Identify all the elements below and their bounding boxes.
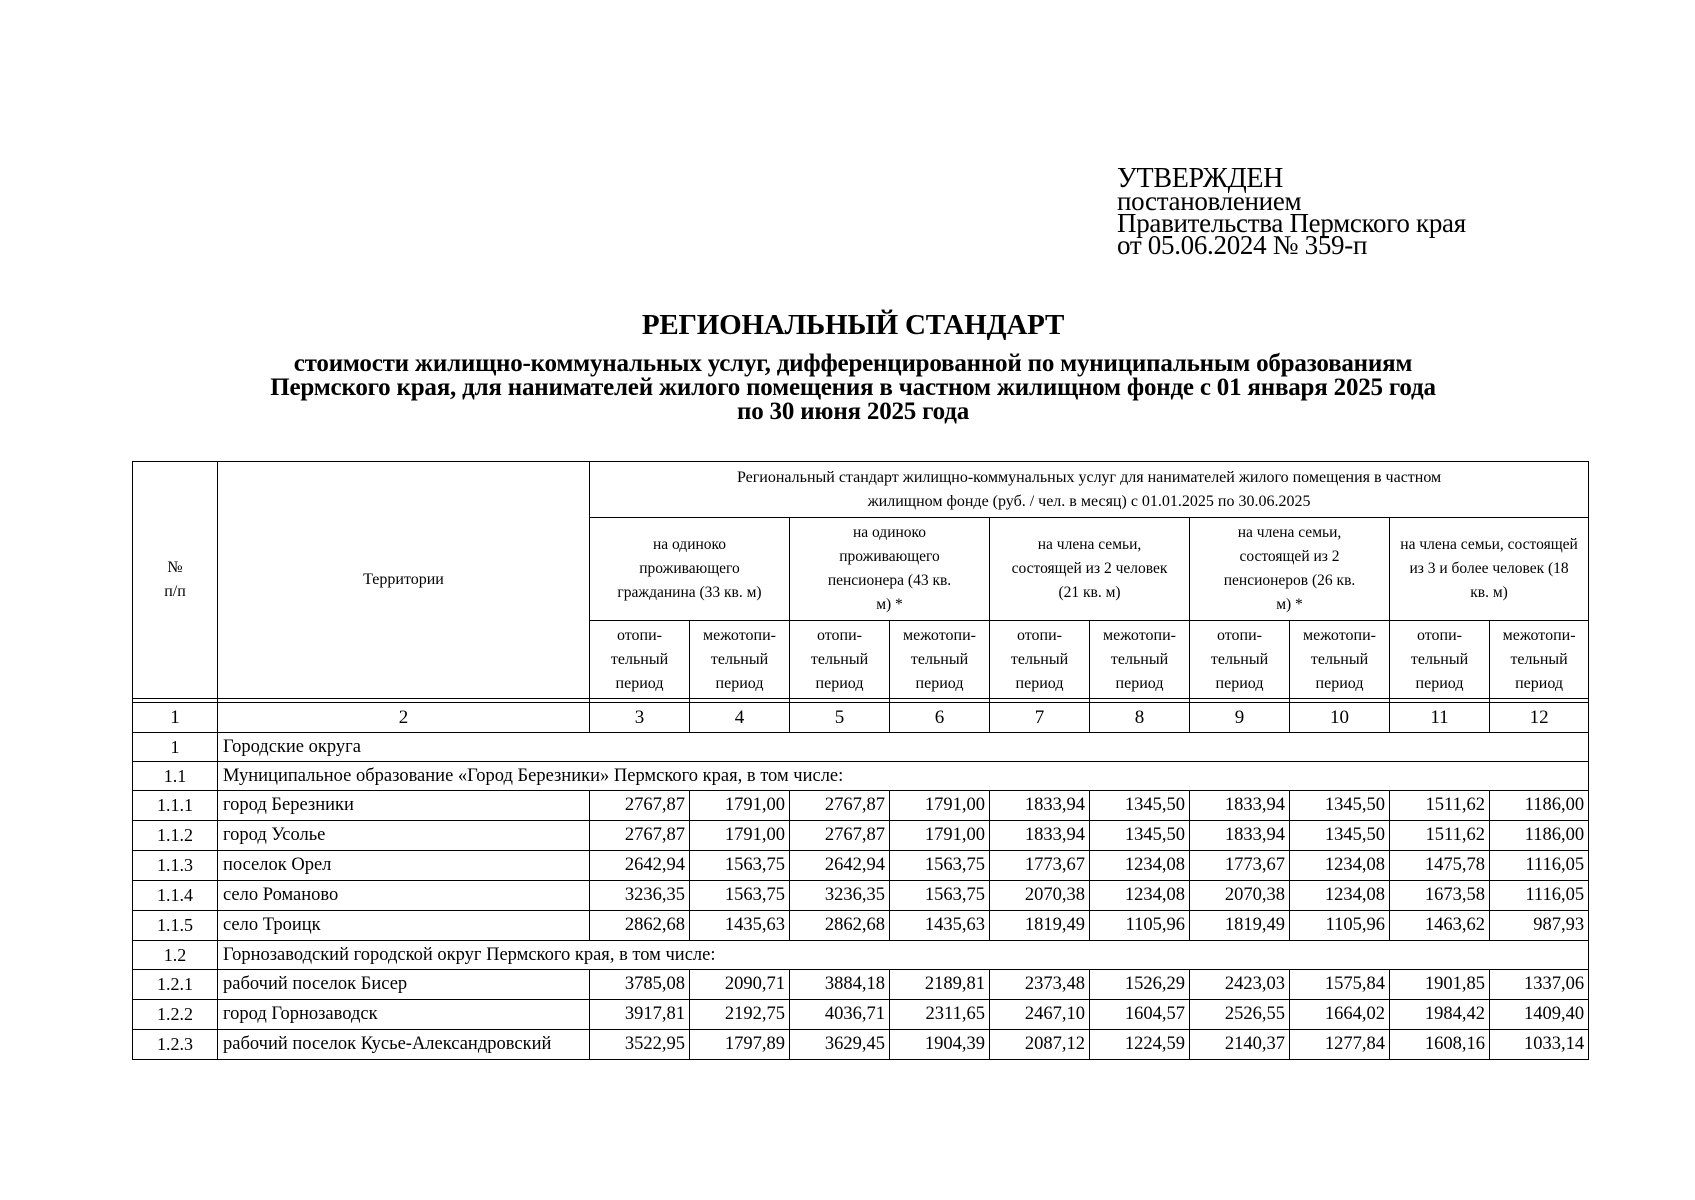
column-number-cell: 1	[133, 703, 218, 733]
value-cell: 1186,00	[1490, 821, 1589, 851]
value-cell: 1563,75	[690, 851, 790, 881]
value-cell: 1575,84	[1290, 970, 1390, 1000]
value-cell: 3522,95	[590, 1030, 690, 1060]
row-number-cell: 1.2.1	[133, 970, 218, 1000]
value-cell: 1435,63	[690, 911, 790, 941]
table-row	[133, 821, 1589, 851]
territory-cell: город Усолье	[218, 821, 590, 851]
approval-line-1: УТВЕРЖДЕН	[1117, 163, 1284, 194]
section-name-cell: Городские округа	[218, 733, 1589, 762]
period-nonheating-header: межотопи-тельный период	[1090, 621, 1190, 699]
value-cell: 1277,84	[1290, 1030, 1390, 1060]
value-cell: 1105,96	[1090, 911, 1190, 941]
period-heating-header: отопи-тельный период	[1390, 621, 1490, 699]
value-cell: 1234,08	[1290, 881, 1390, 911]
territory-cell: рабочий поселок Кусье-Александровский	[218, 1030, 590, 1060]
approval-line-2: постановлением	[1117, 186, 1302, 216]
value-cell: 2070,38	[1190, 881, 1290, 911]
row-number-cell: 1.1.4	[133, 881, 218, 911]
value-cell: 1819,49	[1190, 911, 1290, 941]
value-cell: 1345,50	[1090, 821, 1190, 851]
value-cell: 3236,35	[790, 881, 890, 911]
value-cell: 2087,12	[990, 1030, 1090, 1060]
value-cell: 1116,05	[1490, 851, 1589, 881]
value-cell: 2090,71	[690, 970, 790, 1000]
column-number-cell: 11	[1390, 703, 1490, 733]
table-row	[133, 970, 1589, 1000]
value-cell: 1186,00	[1490, 791, 1589, 821]
value-cell: 1604,57	[1090, 1000, 1190, 1030]
value-cell: 1833,94	[990, 821, 1090, 851]
value-cell: 1819,49	[990, 911, 1090, 941]
value-cell: 2862,68	[790, 911, 890, 941]
group-header-4: на члена семьи, состоящей из 2 пенсионеров (26 кв. м) *	[1190, 518, 1390, 621]
standard-table	[132, 461, 1589, 1060]
value-cell: 1608,16	[1390, 1030, 1490, 1060]
section-name-cell: Горнозаводский городской округ Пермского края, в том числе:	[218, 941, 1589, 970]
group-header-2: на одиноко проживающего пенсионера (43 кв. м) *	[790, 518, 990, 621]
row-number-cell: 1.1.2	[133, 821, 218, 851]
value-cell: 1435,63	[890, 911, 990, 941]
value-cell: 1984,42	[1390, 1000, 1490, 1030]
table-row	[133, 881, 1589, 911]
value-cell: 2070,38	[990, 881, 1090, 911]
value-cell: 1526,29	[1090, 970, 1190, 1000]
group-header-1: на одиноко проживающего гражданина (33 кв. м)	[590, 518, 790, 621]
column-number-row	[133, 703, 1589, 733]
column-number-cell: 4	[690, 703, 790, 733]
value-cell: 2862,68	[590, 911, 690, 941]
value-cell: 1833,94	[1190, 821, 1290, 851]
row-number-cell: 1.2	[133, 941, 218, 970]
value-cell: 1234,08	[1090, 881, 1190, 911]
value-cell: 2423,03	[1190, 970, 1290, 1000]
approval-line-3: Правительства Пермского края	[1117, 208, 1466, 238]
value-cell: 2192,75	[690, 1000, 790, 1030]
value-cell: 1105,96	[1290, 911, 1390, 941]
value-cell: 1116,05	[1490, 881, 1589, 911]
period-nonheating-header: межотопи-тельный период	[690, 621, 790, 699]
value-cell: 1791,00	[690, 791, 790, 821]
section-name-cell: Муниципальное образование «Город Березники» Пермского края, в том числе:	[218, 762, 1589, 791]
value-cell: 2767,87	[590, 821, 690, 851]
period-heating-header: отопи-тельный период	[790, 621, 890, 699]
value-cell: 1833,94	[1190, 791, 1290, 821]
column-number-cell: 5	[790, 703, 890, 733]
value-cell: 2642,94	[790, 851, 890, 881]
territory-cell: село Троицк	[218, 911, 590, 941]
territory-cell: рабочий поселок Бисер	[218, 970, 590, 1000]
value-cell: 1345,50	[1090, 791, 1190, 821]
value-cell: 1563,75	[690, 881, 790, 911]
value-cell: 1563,75	[890, 881, 990, 911]
territory-cell: поселок Орел	[218, 851, 590, 881]
territory-cell: село Романово	[218, 881, 590, 911]
value-cell: 2373,48	[990, 970, 1090, 1000]
row-number-cell: 1.1.1	[133, 791, 218, 821]
value-cell: 2140,37	[1190, 1030, 1290, 1060]
subtitle-line-3: по 30 июня 2025 года	[737, 398, 969, 425]
value-cell: 2526,55	[1190, 1000, 1290, 1030]
row-number-cell: 1.2.2	[133, 1000, 218, 1030]
period-heating-header: отопи-тельный период	[990, 621, 1090, 699]
value-cell: 1224,59	[1090, 1030, 1190, 1060]
territory-cell: город Горнозаводск	[218, 1000, 590, 1030]
group-header-5: на члена семьи, состоящей из 3 и более человек (18 кв. м)	[1390, 518, 1589, 621]
top-header: Региональный стандарт жилищно-коммунальных услуг для нанимателей жилого помещения в частном жилищном фонде (руб. / чел. в месяц) с 01.01.2025 по 30.06.2025	[590, 462, 1589, 518]
table-row	[133, 791, 1589, 821]
value-cell: 1901,85	[1390, 970, 1490, 1000]
value-cell: 1234,08	[1290, 851, 1390, 881]
value-cell: 1773,67	[990, 851, 1090, 881]
table-row	[133, 851, 1589, 881]
subtitle-line-1: стоимости жилищно-коммунальных услуг, дифференцированной по муниципальным образованиям	[293, 350, 1413, 377]
value-cell: 1833,94	[990, 791, 1090, 821]
value-cell: 2767,87	[790, 791, 890, 821]
period-nonheating-header: межотопи-тельный период	[1490, 621, 1589, 699]
table-row	[133, 911, 1589, 941]
table-row	[133, 1030, 1589, 1060]
table-body	[133, 462, 1589, 1060]
value-cell: 2767,87	[590, 791, 690, 821]
column-number-cell: 3	[590, 703, 690, 733]
value-cell: 1033,14	[1490, 1030, 1589, 1060]
value-cell: 1475,78	[1390, 851, 1490, 881]
value-cell: 2467,10	[990, 1000, 1090, 1030]
approval-line-4: от 05.06.2024 № 359-п	[1117, 230, 1368, 260]
value-cell: 4036,71	[790, 1000, 890, 1030]
column-number-cell: 9	[1190, 703, 1290, 733]
column-number-cell: 8	[1090, 703, 1190, 733]
value-cell: 1664,02	[1290, 1000, 1390, 1030]
header-row-top	[133, 462, 1589, 518]
section-row	[133, 941, 1589, 970]
value-cell: 3629,45	[790, 1030, 890, 1060]
value-cell: 1337,06	[1490, 970, 1589, 1000]
value-cell: 1904,39	[890, 1030, 990, 1060]
value-cell: 3884,18	[790, 970, 890, 1000]
row-number-cell: 1.2.3	[133, 1030, 218, 1060]
row-number-cell: 1	[133, 733, 218, 762]
value-cell: 1511,62	[1390, 821, 1490, 851]
value-cell: 1563,75	[890, 851, 990, 881]
section-row	[133, 733, 1589, 762]
period-heating-header: отопи-тельный период	[1190, 621, 1290, 699]
col-no-header: № п/п	[133, 462, 218, 699]
period-nonheating-header: межотопи-тельный период	[1290, 621, 1390, 699]
value-cell: 1673,58	[1390, 881, 1490, 911]
value-cell: 3236,35	[590, 881, 690, 911]
value-cell: 3785,08	[590, 970, 690, 1000]
section-row	[133, 762, 1589, 791]
value-cell: 1345,50	[1290, 821, 1390, 851]
approval-stamp	[1117, 163, 1466, 260]
value-cell: 1791,00	[890, 821, 990, 851]
row-number-cell: 1.1.5	[133, 911, 218, 941]
row-number-cell: 1.1.3	[133, 851, 218, 881]
value-cell: 1345,50	[1290, 791, 1390, 821]
value-cell: 1797,89	[690, 1030, 790, 1060]
value-cell: 1234,08	[1090, 851, 1190, 881]
column-number-cell: 2	[218, 703, 590, 733]
value-cell: 1511,62	[1390, 791, 1490, 821]
value-cell: 2189,81	[890, 970, 990, 1000]
column-number-cell: 12	[1490, 703, 1589, 733]
column-number-cell: 10	[1290, 703, 1390, 733]
value-cell: 1791,00	[690, 821, 790, 851]
col-territory-header: Территории	[218, 462, 590, 699]
subtitle-line-2: Пермского края, для нанимателей жилого помещения в частном жилищном фонде с 01 января 2025 года	[270, 374, 1436, 401]
value-cell: 2311,65	[890, 1000, 990, 1030]
document-subtitle	[0, 352, 1695, 424]
value-cell: 2767,87	[790, 821, 890, 851]
period-nonheating-header: межотопи-тельный период	[890, 621, 990, 699]
period-heating-header: отопи-тельный период	[590, 621, 690, 699]
territory-cell: город Березники	[218, 791, 590, 821]
column-number-cell: 7	[990, 703, 1090, 733]
value-cell: 1791,00	[890, 791, 990, 821]
column-number-cell: 6	[890, 703, 990, 733]
document-title: РЕГИОНАЛЬНЫЙ СТАНДАРТ	[641, 309, 1065, 341]
value-cell: 1773,67	[1190, 851, 1290, 881]
table-row	[133, 1000, 1589, 1030]
group-header-3: на члена семьи, состоящей из 2 человек (21 кв. м)	[990, 518, 1190, 621]
value-cell: 3917,81	[590, 1000, 690, 1030]
value-cell: 1463,62	[1390, 911, 1490, 941]
value-cell: 2642,94	[590, 851, 690, 881]
value-cell: 1409,40	[1490, 1000, 1589, 1030]
row-number-cell: 1.1	[133, 762, 218, 791]
value-cell: 987,93	[1490, 911, 1589, 941]
